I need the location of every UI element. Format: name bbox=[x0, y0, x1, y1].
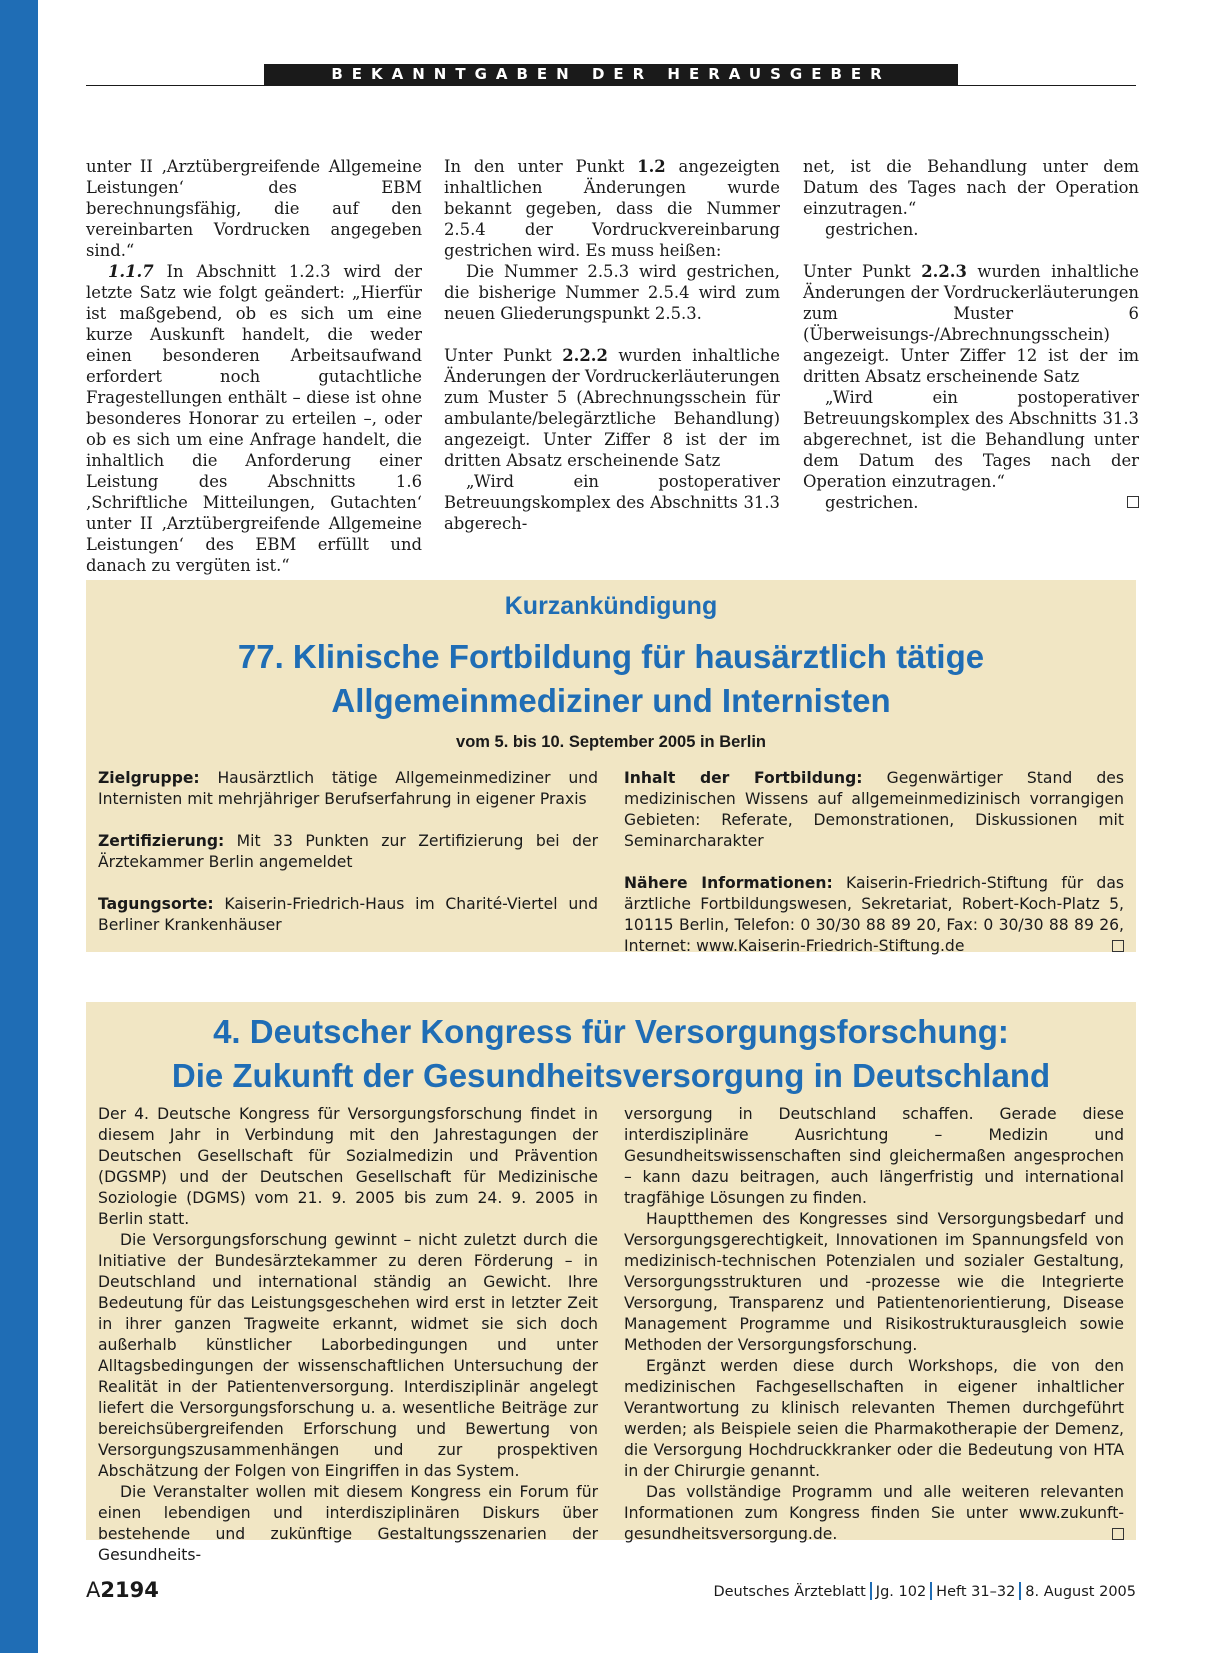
journal-volume: Jg. 102 bbox=[875, 1584, 927, 1600]
paragraph: Hauptthemen des Kongresses sind Versorgungsbedarf und Versorgungsgerechtigkeit, Innovationen im Spannungsfeld von medizinisch-technischen Potenzialen und sozialer Gestaltung, Versorgungsstrukturen und -prozesse wie die Integrierte Versorgung, Transparenz und Patientenorientierung, Disease Management Programme und Risikostrukturausgleich sowie Methoden der Versorgungsforschung. bbox=[624, 1210, 1124, 1354]
end-square-icon bbox=[1127, 496, 1139, 508]
section-header-band: BEKANNTGABEN DER HERAUSGEBER bbox=[264, 64, 958, 85]
paragraph: gestrichen. bbox=[803, 492, 1139, 513]
paragraph: Die Versorgungsforschung gewinnt – nicht zuletzt durch die Initiative der Bundesärztekammer zu deren Förderung – in Deutschland und international ständig an Gewicht. Ihre Bedeutung für das Leistungsgeschehen wird erst in letzter Zeit in ihrer ganzen Tragweite erkannt, widmet sie sich doch außerhalb künstlicher Laborbedingungen und unter Alltagsbedingungen der wissenschaftlichen Untersuchung der Realität in der Patientenversorgung. Interdisziplinär angelegt liefert die Versorgungsforschung u. a. wesentliche Beiträge zur bereichsübergreifenden Erforschung und Bewertung von Versorgungszusammenhängen und zur prospektiven Abschätzung der Folgen von Eingriffen in das System. bbox=[98, 1231, 598, 1480]
page-number: A2194 bbox=[86, 1578, 159, 1602]
announcement-date: vom 5. bis 10. September 2005 in Berlin bbox=[456, 733, 766, 751]
paragraph: Der 4. Deutsche Kongress für Versorgungsforschung findet in diesem Jahr in Verbindung mit den Jahrestagungen der Deutschen Gesellschaft für Sozialmedizin und Prävention (DGSMP) und der Deutschen Gesellschaft für Medizinische Soziologie (DGMS) vom 21. 9. 2005 bis zum 24. 9. 2005 in Berlin statt. bbox=[98, 1105, 598, 1228]
info-item: Nähere Informationen: Kaiserin-Friedrich-Stiftung für das ärztliche Fortbildungswesen, Sekretariat, Robert-Koch-Platz 5, 10115 Berlin, Telefon: 0 30/30 88 89 20, Fax: 0 30/30 88 89 26, Internet: www.Kaiserin-Friedrich-Stiftung.de bbox=[624, 874, 1124, 955]
paragraph: Die Veranstalter wollen mit diesem Kongress ein Forum für einen lebendigen und interdisziplinären Diskurs über bestehende und zukünftige Gestaltungsszenarien der Gesundheits- bbox=[98, 1483, 598, 1564]
congress-box bbox=[86, 1002, 1136, 1564]
info-item: Zielgruppe: Hausärztlich tätige Allgemeinmediziner und Internisten mit mehrjähriger Berufserfahrung in eigener Praxis bbox=[98, 769, 598, 808]
info-item: Zertifizierung: Mit 33 Punkten zur Zertifizierung bei der Ärztekammer Berlin angemeldet bbox=[98, 832, 598, 871]
paragraph: Das vollständige Programm und alle weiteren relevanten Informationen zum Kongress finden Sie unter www.zukunft-gesundheitsversorgung.de. bbox=[624, 1483, 1124, 1543]
paragraph: In den unter Punkt 1.2 angezeigten inhaltlichen Änderungen wurde bekannt gegeben, dass die Nummer 2.5.4 der Vordruckvereinbarung gestrichen wird. Es muss heißen: bbox=[444, 157, 780, 260]
paragraph: gestrichen. bbox=[825, 220, 919, 239]
info-item: Inhalt der Fortbildung: Gegenwärtiger Stand des medizinischen Wissens auf allgemeinmedizinisch vorrangigen Gebieten: Referate, Demonstrationen, Diskussionen mit Seminarcharakter bbox=[624, 769, 1124, 850]
announcement-title: 77. Klinische Fortbildung für hausärztlich tätige Allgemeinmediziner und Internisten bbox=[237, 638, 985, 719]
paragraph: net, ist die Behandlung unter dem Datum des Tages nach der Operation einzutragen.“ bbox=[803, 157, 1139, 218]
paragraph: Ergänzt werden diese durch Workshops, die von den medizinischen Fachgesellschaften in eigener inhaltlicher Verantwortung zu klinisch relevanten Themen durchgeführt werden; als Beispiele seien die Pharmakotherapie der Demenz, die Versorgung Hochdruckkranker oder die Bedeutung von HTA in der Chirurgie genannt. bbox=[624, 1357, 1124, 1480]
announcement-box bbox=[86, 580, 1136, 955]
paragraph: Die Nummer 2.5.3 wird gestrichen, die bisherige Nummer 2.5.4 wird zum neuen Gliederungspunkt 2.5.3. bbox=[444, 262, 780, 323]
paragraph: Unter Punkt 2.2.2 wurden inhaltliche Änderungen der Vordruckerläuterungen zum Muster 5 (Abrechnungsschein für ambulante/belegärztliche Behandlung) angezeigt. Unter Ziffer 8 ist der im dritten Absatz erscheinende Satz bbox=[444, 346, 780, 470]
info-item: Tagungsorte: Kaiserin-Friedrich-Haus im Charité-Viertel und Berliner Krankenhäuser bbox=[98, 895, 598, 934]
section-number: 1.1.7 bbox=[108, 262, 154, 281]
announcement-right-column bbox=[624, 768, 1124, 957]
end-square-icon bbox=[1112, 940, 1124, 952]
journal-issue: Heft 31–32 bbox=[936, 1584, 1016, 1600]
journal-info bbox=[713, 1582, 1136, 1600]
journal-name: Deutsches Ärzteblatt bbox=[713, 1584, 866, 1600]
journal-date: 8. August 2005 bbox=[1025, 1584, 1136, 1600]
left-accent-bar bbox=[0, 0, 38, 1653]
article-column-1 bbox=[86, 156, 422, 576]
paragraph: versorgung in Deutschland schaffen. Gerade diese interdisziplinäre Ausrichtung – Medizin und Gesundheitswissenschaften sind gleichermaßen angesprochen – kann dazu beitragen, auch längerfristig und international tragfähige Lösungen zu finden. bbox=[624, 1105, 1124, 1207]
section-header bbox=[86, 64, 1136, 86]
end-square-icon bbox=[1112, 1528, 1124, 1540]
congress-left-column bbox=[98, 1104, 598, 1566]
paragraph: „Wird ein postoperativer Betreuungskomplex des Abschnitts 31.3 abgerechnet, ist die Behandlung unter dem Datum des Tages nach der Operation einzutragen.“ bbox=[803, 388, 1139, 491]
announcement-left-column bbox=[98, 768, 598, 936]
article-column-2 bbox=[444, 156, 780, 534]
congress-title: 4. Deutscher Kongress für Versorgungsforschung: Die Zukunft der Gesundheitsversorgung in Deutschland bbox=[171, 1013, 1051, 1094]
paragraph: Unter Punkt 2.2.3 wurden inhaltliche Änderungen der Vordruckerläuterungen zum Muster 6 (Überweisungs-/Abrechnungsschein) angezeigt. Unter Ziffer 12 ist der im dritten Absatz erscheinende Satz bbox=[803, 262, 1139, 386]
paragraph: 1.1.7 In Abschnitt 1.2.3 wird der letzte Satz wie folgt geändert: „Hierfür ist maßgebend, ob es sich um eine kurze Auskunft handelt, die weder einen besonderen Arbeitsaufwand erfordert noch gutachtliche Fragestellungen enthält – diese ist ohne besonderes Honorar zu erteilen –, oder ob es sich um eine Anfrage handelt, die inhaltlich die Anforderung einer Leistung des Abschnitts 1.6 ‚Schriftliche Mitteilungen, Gutachten‘ unter II ‚Arztübergreifende Allgemeine Leistungen‘ des EBM erfüllt und danach zu vergüten ist.“ bbox=[86, 262, 422, 575]
paragraph: „Wird ein postoperativer Betreuungskomplex des Abschnitts 31.3 abgerech- bbox=[444, 472, 780, 533]
paragraph: unter II ‚Arztübergreifende Allgemeine Leistungen‘ des EBM berechnungsfähig, die auf den vereinbarten Vordrucken angegeben sind.“ bbox=[86, 157, 422, 260]
article-column-3 bbox=[803, 156, 1139, 513]
congress-right-column bbox=[624, 1104, 1124, 1545]
announcement-kicker: Kurzankündigung bbox=[504, 592, 718, 620]
